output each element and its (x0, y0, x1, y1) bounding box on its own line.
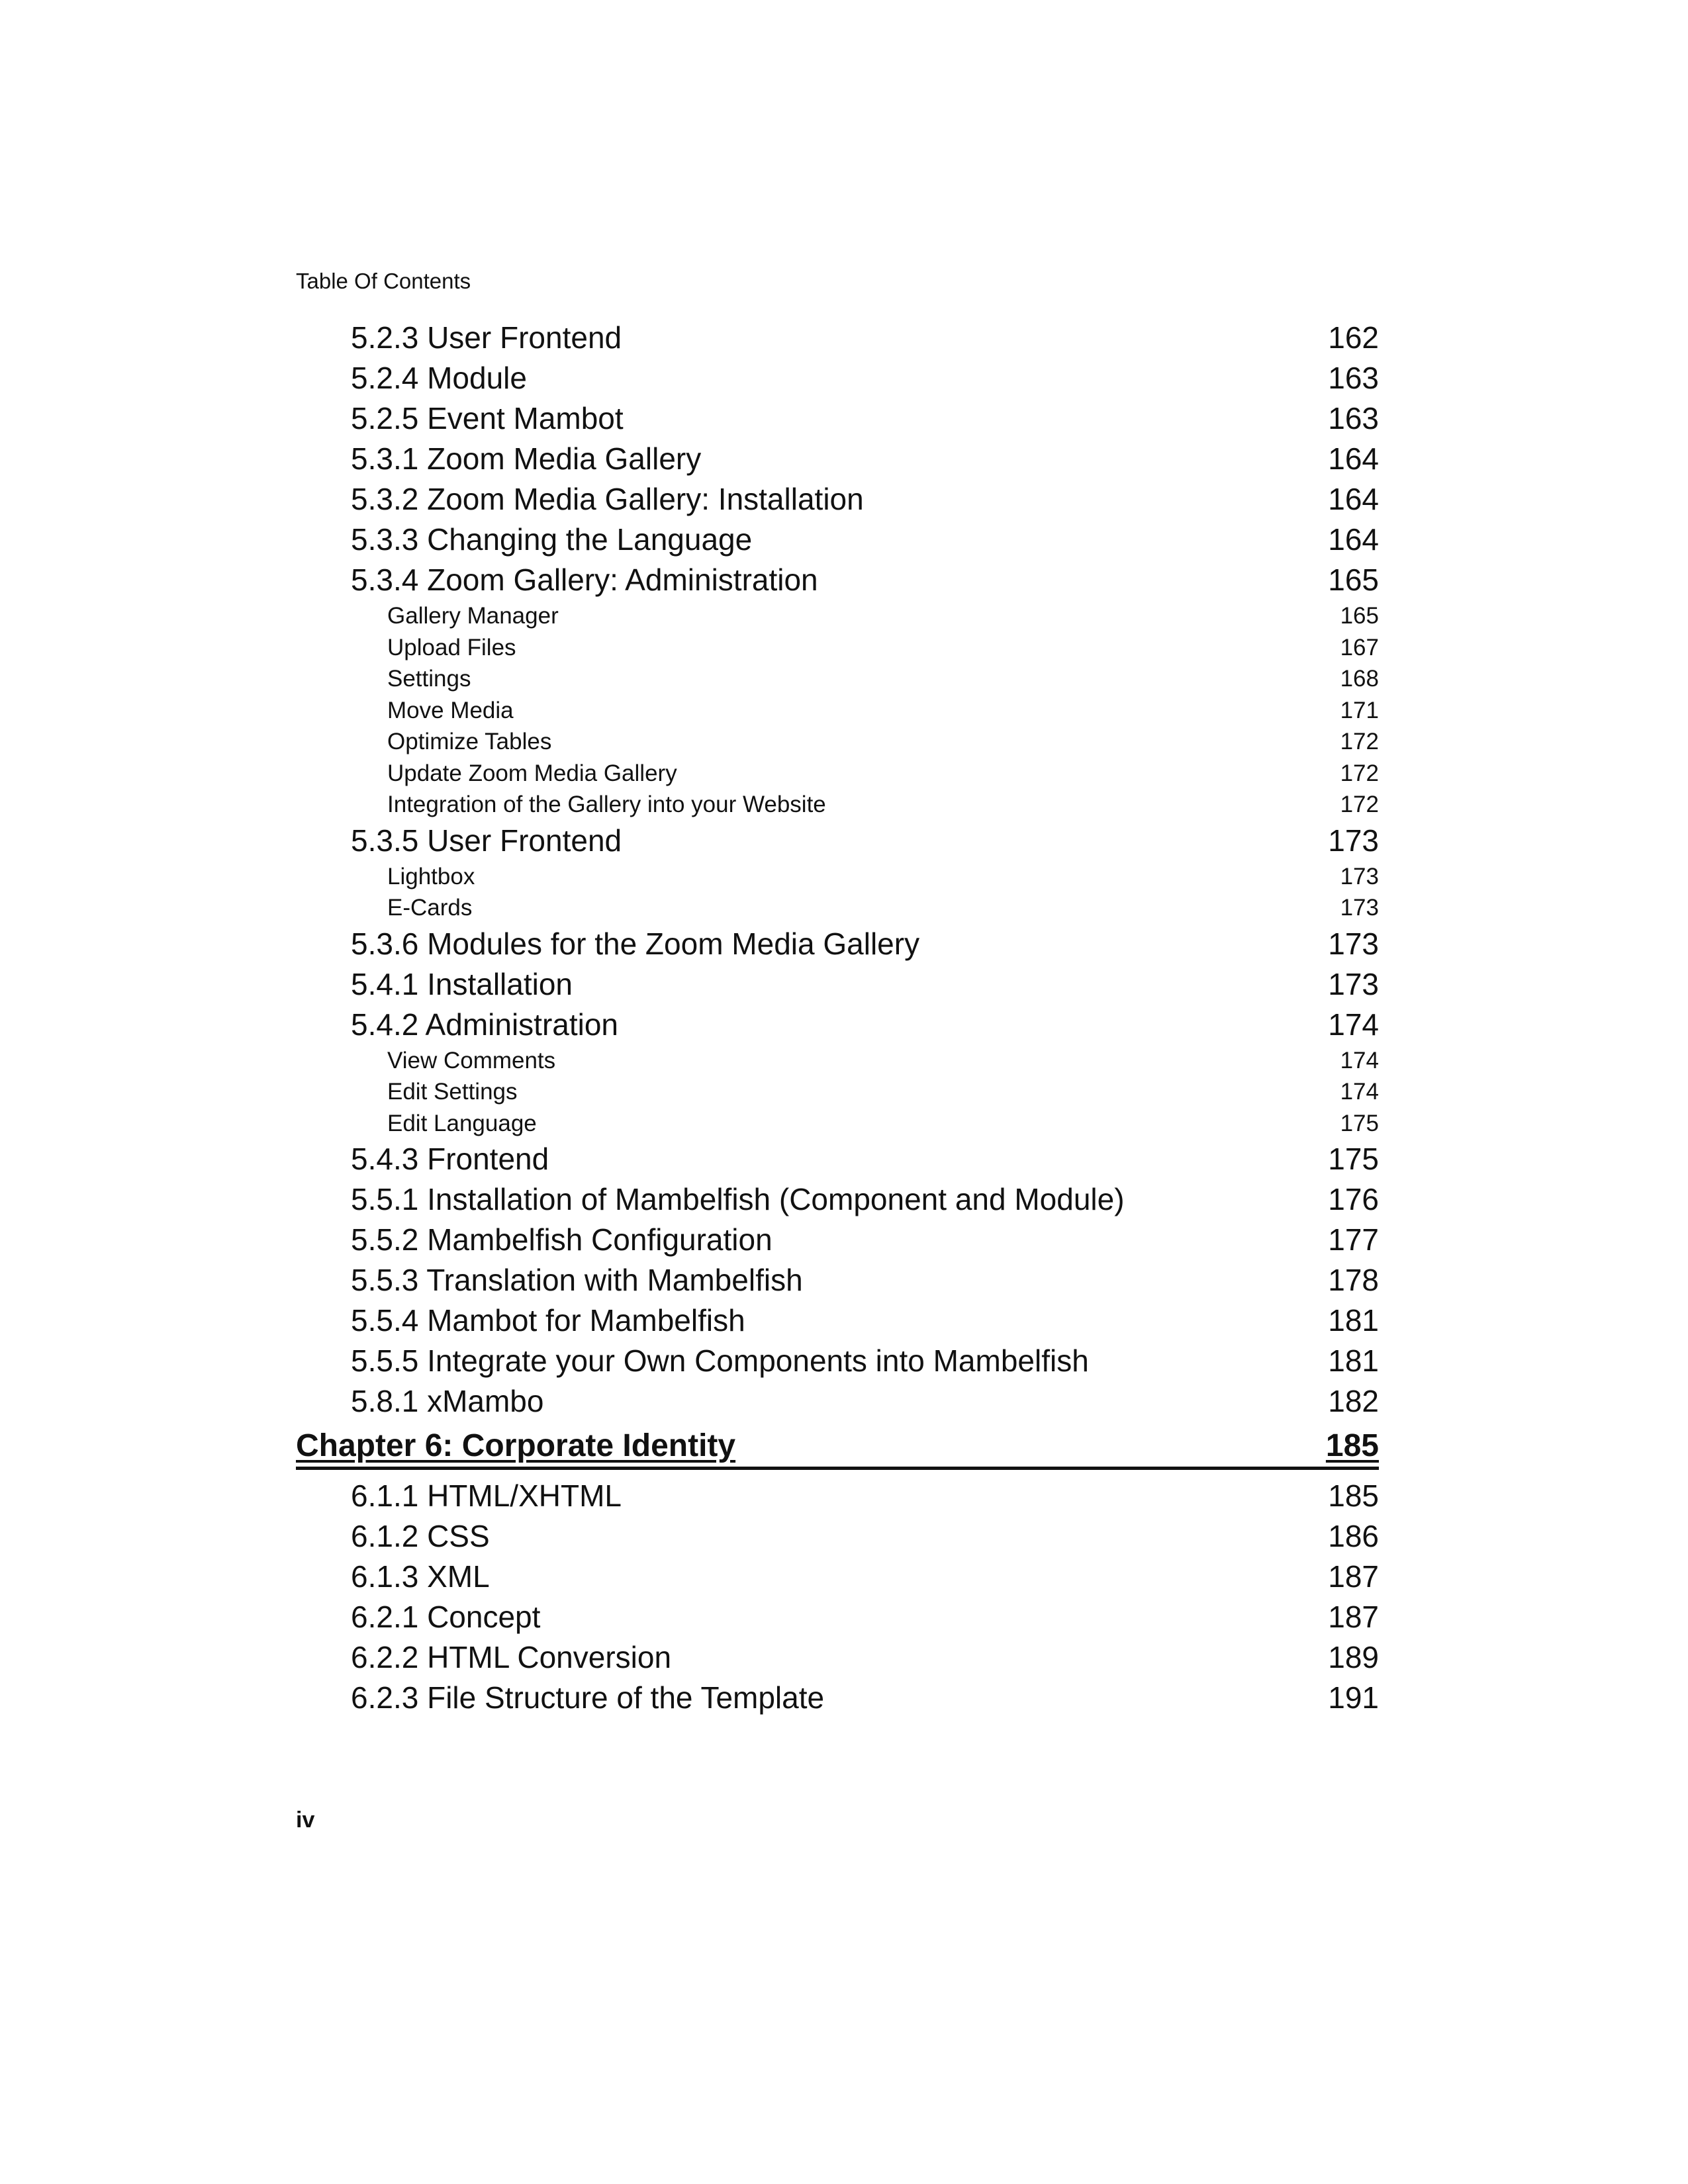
toc-entry-title: 6.1.2 CSS (351, 1519, 490, 1553)
toc-entry-title: 6.1.1 HTML/XHTML (351, 1479, 622, 1513)
toc-entry-page: 185 (1325, 1428, 1379, 1463)
toc-entry-title: Lightbox (387, 863, 475, 889)
toc-entry-title: 5.3.1 Zoom Media Gallery (351, 441, 702, 476)
page-number: iv (296, 1807, 315, 1833)
toc-section-entry[interactable] (296, 1597, 1379, 1637)
toc-entry-page: 178 (1328, 1263, 1379, 1297)
toc-entry-page: 164 (1328, 441, 1379, 476)
toc-entry-page: 173 (1328, 926, 1379, 961)
toc-entry-title: 5.5.3 Translation with Mambelfish (351, 1263, 803, 1297)
toc-entry-page: 165 (1328, 563, 1379, 597)
toc-entry-page: 174 (1340, 1079, 1379, 1105)
toc-entry-title: 6.2.3 File Structure of the Template (351, 1680, 825, 1715)
toc-entry-title: 5.4.2 Administration (351, 1007, 619, 1042)
toc-entry-page: 164 (1328, 522, 1379, 557)
toc-entry-page: 176 (1328, 1182, 1379, 1216)
toc-entry-page: 181 (1328, 1303, 1379, 1338)
toc-entry-page: 162 (1328, 320, 1379, 355)
toc-entry-page: 172 (1340, 792, 1379, 817)
toc-entry-page: 163 (1328, 401, 1379, 435)
toc-entry-page: 172 (1340, 729, 1379, 754)
toc-section-entry[interactable] (296, 1381, 1379, 1422)
toc-entry-page: 172 (1340, 760, 1379, 786)
toc-entry-page: 189 (1328, 1640, 1379, 1674)
toc-entry-title: Edit Language (387, 1110, 537, 1136)
toc-section-entry[interactable] (296, 1637, 1379, 1678)
toc-entry-title: Upload Files (387, 634, 516, 660)
toc-section-entry[interactable] (296, 1260, 1379, 1300)
toc-entry-title: Integration of the Gallery into your Website (387, 792, 826, 817)
toc-entry-page: 173 (1340, 863, 1379, 889)
toc-subsection-entry[interactable] (296, 789, 1379, 821)
toc-entry-title: E-Cards (387, 895, 473, 921)
toc-entry-page: 163 (1328, 361, 1379, 395)
toc-section-entry[interactable] (296, 358, 1379, 398)
toc-section-entry[interactable] (296, 964, 1379, 1005)
toc-subsection-entry[interactable] (296, 861, 1379, 893)
toc-entry-title: 5.3.6 Modules for the Zoom Media Gallery (351, 926, 920, 961)
toc-entry-title: 5.3.2 Zoom Media Gallery: Installation (351, 482, 864, 516)
toc-subsection-entry[interactable] (296, 758, 1379, 790)
table-of-contents (296, 318, 1379, 1718)
toc-entry-page: 171 (1340, 697, 1379, 723)
toc-entry-title: 5.4.3 Frontend (351, 1142, 549, 1176)
toc-entry-page: 173 (1340, 895, 1379, 921)
toc-entry-title: 6.1.3 XML (351, 1559, 490, 1594)
toc-entry-title: 6.2.2 HTML Conversion (351, 1640, 672, 1674)
toc-entry-title: 5.2.4 Module (351, 361, 527, 395)
toc-entry-title: 5.2.3 User Frontend (351, 320, 622, 355)
toc-entry-page: 191 (1328, 1680, 1379, 1715)
toc-entry-page: 185 (1328, 1479, 1379, 1513)
toc-section-entry[interactable] (296, 1139, 1379, 1179)
toc-section-entry[interactable] (296, 1341, 1379, 1381)
toc-subsection-entry[interactable] (296, 663, 1379, 695)
toc-entry-title: 5.2.5 Event Mambot (351, 401, 624, 435)
toc-entry-page: 182 (1328, 1384, 1379, 1418)
toc-section-entry[interactable] (296, 398, 1379, 439)
toc-section-entry[interactable] (296, 1557, 1379, 1597)
toc-entry-page: 173 (1328, 966, 1379, 1001)
toc-entry-page: 165 (1340, 603, 1379, 629)
toc-entry-title: 5.5.2 Mambelfish Configuration (351, 1222, 773, 1257)
toc-subsection-entry[interactable] (296, 600, 1379, 632)
toc-entry-page: 175 (1328, 1142, 1379, 1176)
toc-entry-page: 175 (1340, 1110, 1379, 1136)
toc-subsection-entry[interactable] (296, 726, 1379, 758)
toc-section-entry[interactable] (296, 1220, 1379, 1260)
toc-subsection-entry[interactable] (296, 695, 1379, 727)
toc-subsection-entry[interactable] (296, 892, 1379, 924)
toc-section-entry[interactable] (296, 560, 1379, 600)
toc-section-entry[interactable] (296, 1300, 1379, 1341)
toc-entry-page: 164 (1328, 482, 1379, 516)
toc-entry-page: 174 (1328, 1007, 1379, 1042)
toc-entry-title: 5.5.4 Mambot for Mambelfish (351, 1303, 745, 1338)
toc-entry-page: 173 (1328, 823, 1379, 858)
toc-section-entry[interactable] (296, 520, 1379, 560)
toc-section-entry[interactable] (296, 1678, 1379, 1718)
toc-entry-page: 168 (1340, 666, 1379, 692)
toc-entry-page: 187 (1328, 1600, 1379, 1634)
toc-entry-title: Settings (387, 666, 471, 692)
toc-entry-title: View Comments (387, 1047, 556, 1073)
toc-entry-title: 5.5.5 Integrate your Own Components into Mambelfish (351, 1343, 1089, 1378)
toc-entry-page: 167 (1340, 634, 1379, 660)
toc-entry-page: 174 (1340, 1047, 1379, 1073)
toc-entry-title: 5.5.1 Installation of Mambelfish (Component and Module) (351, 1182, 1125, 1216)
toc-entry-page: 187 (1328, 1559, 1379, 1594)
toc-chapter-entry[interactable] (296, 1426, 1379, 1470)
toc-section-entry[interactable] (296, 479, 1379, 520)
running-head: Table Of Contents (296, 269, 471, 293)
toc-section-entry[interactable] (296, 924, 1379, 964)
toc-entry-title: 5.8.1 xMambo (351, 1384, 544, 1418)
toc-entry-page: 186 (1328, 1519, 1379, 1553)
toc-subsection-entry[interactable] (296, 1108, 1379, 1140)
toc-subsection-entry[interactable] (296, 1045, 1379, 1077)
toc-entry-title: 5.3.4 Zoom Gallery: Administration (351, 563, 818, 597)
toc-entry-title: 5.3.3 Changing the Language (351, 522, 753, 557)
toc-entry-title: 5.4.1 Installation (351, 966, 573, 1001)
toc-section-entry[interactable] (296, 1005, 1379, 1045)
toc-entry-title: Gallery Manager (387, 603, 559, 629)
toc-entry-title: Optimize Tables (387, 729, 552, 754)
toc-section-entry[interactable] (296, 439, 1379, 479)
toc-section-entry[interactable] (296, 1516, 1379, 1557)
toc-entry-title: Edit Settings (387, 1079, 518, 1105)
toc-section-entry[interactable] (296, 318, 1379, 358)
toc-subsection-entry[interactable] (296, 1076, 1379, 1108)
toc-entry-title: 6.2.1 Concept (351, 1600, 541, 1634)
toc-entry-page: 177 (1328, 1222, 1379, 1257)
toc-entry-page: 181 (1328, 1343, 1379, 1378)
toc-entry-title: Update Zoom Media Gallery (387, 760, 677, 786)
toc-subsection-entry[interactable] (296, 632, 1379, 664)
toc-entry-title: 5.3.5 User Frontend (351, 823, 622, 858)
toc-section-entry[interactable] (296, 1476, 1379, 1516)
toc-section-entry[interactable] (296, 1179, 1379, 1220)
toc-entry-title: Move Media (387, 697, 514, 723)
toc-section-entry[interactable] (296, 821, 1379, 861)
toc-entry-title: Chapter 6: Corporate Identity (296, 1428, 736, 1463)
